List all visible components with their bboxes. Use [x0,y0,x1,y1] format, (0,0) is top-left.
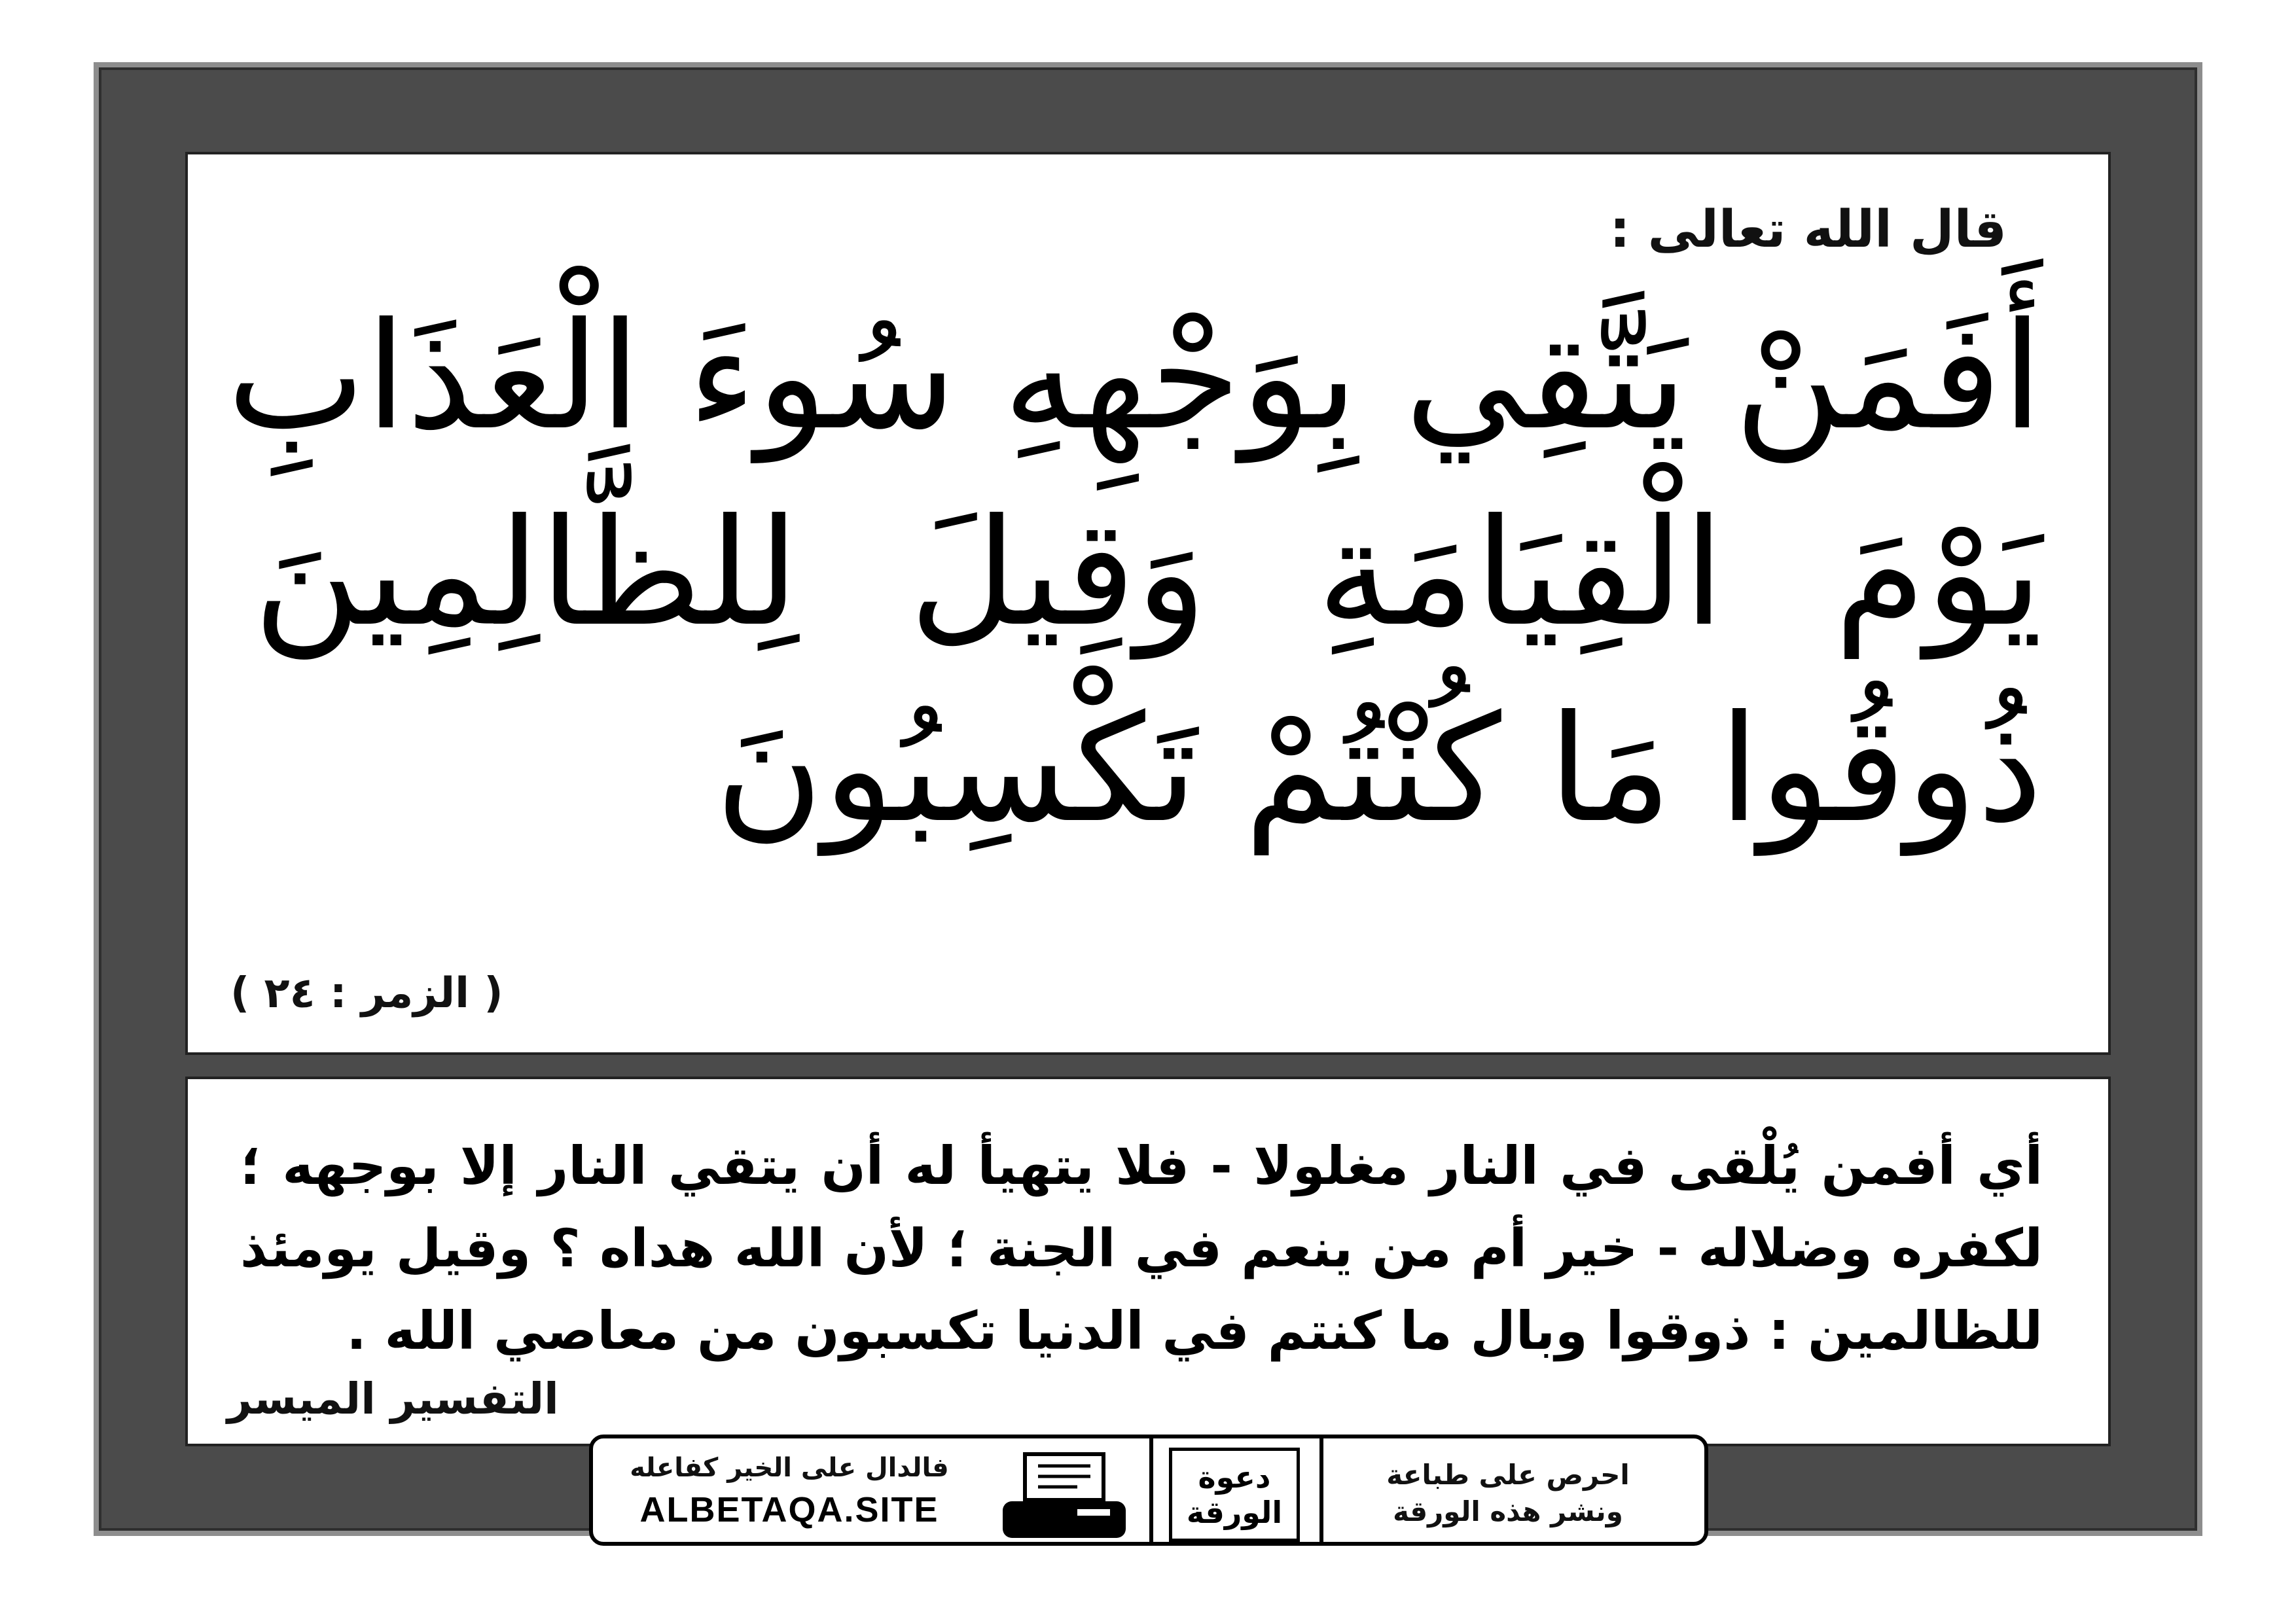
tafsir-panel [185,1077,2111,1446]
footer-site-block [626,1453,953,1530]
verse-line-1: أَفَمَنْ يَتَّقِي بِوَجْهِهِ سُوءَ الْعَذَابِ [226,291,2043,463]
site-link[interactable]: ALBETAQA.SITE [639,1490,939,1529]
print-notice-line-2: ونشر هذه الورقة [1393,1495,1623,1527]
footer-slogan: فالدال على الخير كفاعله [630,1453,949,1483]
verse-line-2: يَوْمَ الْقِيَامَةِ وَقِيلَ لِلظَّالِمِينَ [253,488,2043,659]
print-notice-line-1: احرص على طباعة [1386,1459,1630,1491]
verse-intro: قال الله تعالى : [1609,200,2007,259]
tafsir-source: التفسير الميسر [227,1374,559,1424]
printer-icon [999,1450,1130,1542]
footer-divider [1149,1438,1153,1542]
footer-divider [1319,1438,1323,1542]
footer-bar [589,1435,1708,1546]
logo-line-2: الورقة [1186,1495,1283,1530]
verse-reference: ( الزمر : ٢٤ ) [230,969,503,1018]
tafsir-text: أي أفمن يُلْقى في النار مغلولا - فلا يتهيأ له أن يتقي النار إلا بوجهه ؛ لكفره وضلاله - خير أم من ينعم في الجنة ؛ لأن الله هداه ؟ وقيل يومئذ للظالمين : ذوقوا وبال ما كنتم في الدنيا تكسبون من معاصي الله . [240,1135,2043,1361]
logo-line-1: دعوة [1198,1459,1271,1495]
verse-line-3: ذُوقُوا مَا كُنْتُمْ تَكْسِبُونَ [715,684,2043,855]
print-notice [1351,1457,1665,1530]
dawat-alwaraqa-logo [1169,1448,1300,1542]
quran-verse [226,279,2043,868]
verse-panel [185,152,2111,1055]
